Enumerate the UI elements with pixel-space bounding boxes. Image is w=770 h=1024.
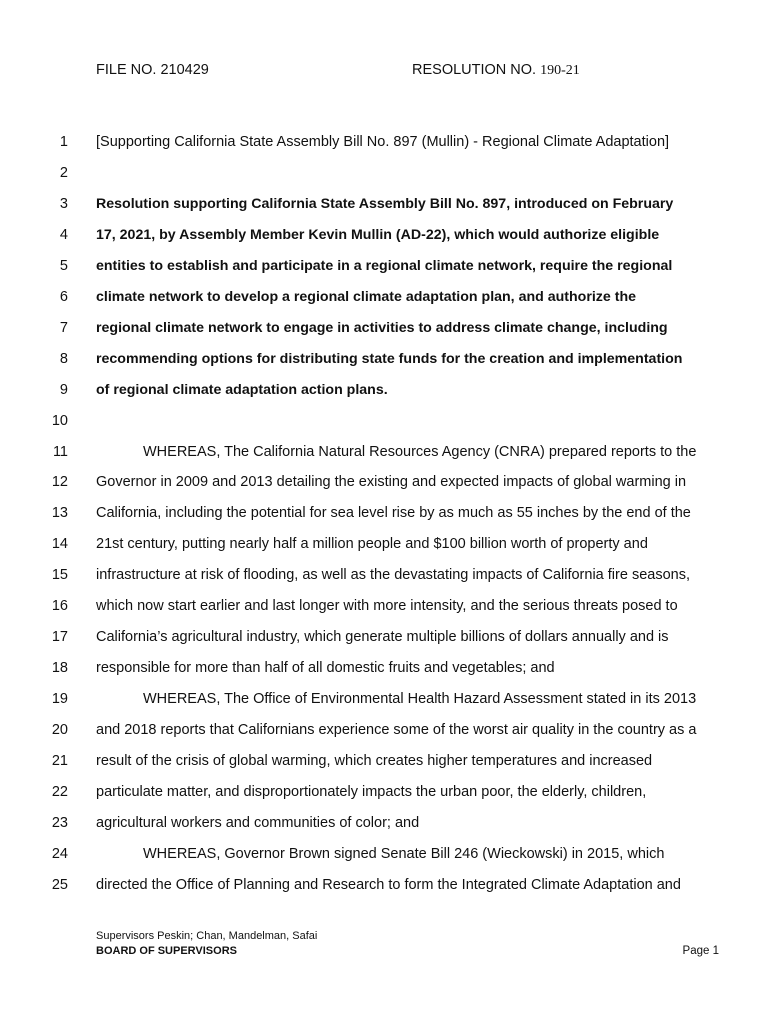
footer-board: BOARD OF SUPERVISORS xyxy=(96,945,237,957)
line-number: 12 xyxy=(51,474,68,490)
page-number: Page 1 xyxy=(682,945,719,957)
resolution-header xyxy=(412,62,580,79)
body-text-line: agricultural workers and communities of color; and xyxy=(96,815,420,831)
line-number: 1 xyxy=(59,134,68,150)
body-text-line xyxy=(96,411,726,431)
body-text-line xyxy=(96,163,726,183)
resolution-title-line: regional climate network to engage in activities to address climate change, including xyxy=(96,320,668,336)
line-number: 24 xyxy=(51,846,68,862)
line-number: 6 xyxy=(59,289,68,305)
body-text-line: responsible for more than half of all domestic fruits and vegetables; and xyxy=(96,660,555,676)
body-text-line: WHEREAS, The California Natural Resources Agency (CNRA) prepared reports to the xyxy=(143,444,697,460)
line-number: 2 xyxy=(59,165,68,181)
line-number: 17 xyxy=(51,629,68,645)
line-number: 8 xyxy=(59,351,68,367)
line-number: 5 xyxy=(59,258,68,274)
line-number: 18 xyxy=(51,660,68,676)
line-number: 15 xyxy=(51,567,68,583)
resolution-title-line: 17, 2021, by Assembly Member Kevin Mullin (AD-22), which would authorize eligible xyxy=(96,227,660,243)
line-number: 10 xyxy=(51,413,68,429)
body-text-line: directed the Office of Planning and Research to form the Integrated Climate Adaptation and xyxy=(96,877,681,893)
line-number: 4 xyxy=(59,227,68,243)
resolution-title-line: of regional climate adaptation action plans. xyxy=(96,382,388,398)
body-text-line: result of the crisis of global warming, which creates higher temperatures and increased xyxy=(96,753,653,769)
line-number: 9 xyxy=(59,382,68,398)
resolution-number: 190-21 xyxy=(540,63,580,78)
line-number: 7 xyxy=(59,320,68,336)
body-text-line: WHEREAS, The Office of Environmental Health Hazard Assessment stated in its 2013 xyxy=(143,691,697,707)
body-text-line: Governor in 2009 and 2013 detailing the existing and expected impacts of global warming in xyxy=(96,474,687,490)
body-text-line: WHEREAS, Governor Brown signed Senate Bill 246 (Wieckowski) in 2015, which xyxy=(143,846,665,862)
resolution-title-line: climate network to develop a regional climate adaptation plan, and authorize the xyxy=(96,289,637,305)
line-number: 16 xyxy=(51,598,68,614)
body-text-line: particulate matter, and disproportionately impacts the urban poor, the elderly, children, xyxy=(96,784,647,800)
body-text-line: California’s agricultural industry, which generate multiple billions of dollars annually and is xyxy=(96,629,669,645)
body-text-line: [Supporting California State Assembly Bill No. 897 (Mullin) - Regional Climate Adaptation] xyxy=(96,134,670,150)
line-number: 14 xyxy=(51,536,68,552)
resolution-label: RESOLUTION NO. xyxy=(412,62,537,78)
body-text-line: which now start earlier and last longer with more intensity, and the serious threats posed to xyxy=(96,598,678,614)
line-number: 19 xyxy=(51,691,68,707)
resolution-title-line: recommending options for distributing state funds for the creation and implementation xyxy=(96,351,683,367)
body-text-line: California, including the potential for sea level rise by as much as 55 inches by the end of the xyxy=(96,505,691,521)
footer-supervisors: Supervisors Peskin; Chan, Mandelman, Safai xyxy=(96,930,318,942)
line-number: 25 xyxy=(51,877,68,893)
file-number: FILE NO. 210429 xyxy=(96,62,209,78)
line-number: 23 xyxy=(51,815,68,831)
body-text-line: infrastructure at risk of flooding, as well as the devastating impacts of California fire seasons, xyxy=(96,567,690,583)
line-number: 21 xyxy=(51,753,68,769)
line-number: 20 xyxy=(51,722,68,738)
body-text-line: and 2018 reports that Californians experience some of the worst air quality in the country as a xyxy=(96,722,697,738)
body-text-line: 21st century, putting nearly half a million people and $100 billion worth of property and xyxy=(96,536,648,552)
resolution-title-line: entities to establish and participate in a regional climate network, require the regional xyxy=(96,258,673,274)
resolution-title-line: Resolution supporting California State Assembly Bill No. 897, introduced on February xyxy=(96,196,674,212)
line-number: 22 xyxy=(51,784,68,800)
line-number: 11 xyxy=(52,444,68,460)
line-number: 3 xyxy=(59,196,68,212)
line-number: 13 xyxy=(51,505,68,521)
